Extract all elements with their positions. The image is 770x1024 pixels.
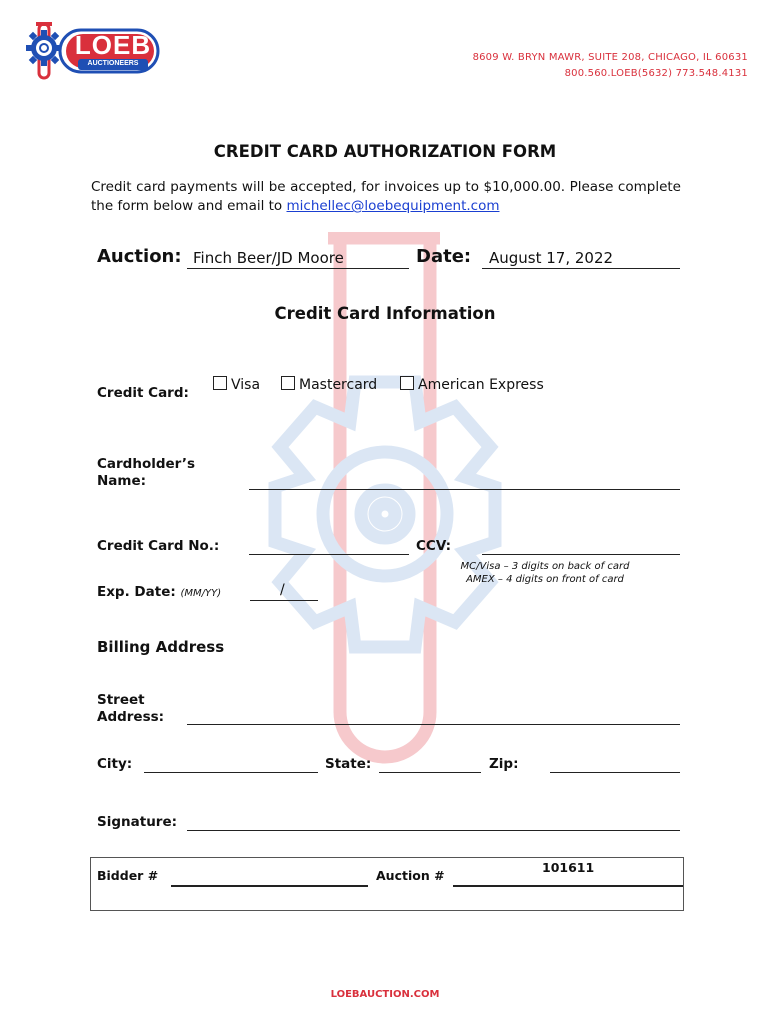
auction-number-field[interactable] bbox=[453, 885, 683, 887]
zip-field[interactable] bbox=[550, 771, 680, 773]
logo-subtext: AUCTIONEERS bbox=[87, 60, 139, 67]
option-mastercard[interactable] bbox=[281, 376, 377, 393]
signature-label: Signature: bbox=[97, 814, 178, 830]
bidder-box bbox=[90, 857, 684, 911]
signature-field[interactable] bbox=[187, 829, 680, 831]
footer-website[interactable]: LOEBAUCTION.COM bbox=[330, 989, 440, 1000]
card-number-field[interactable] bbox=[249, 553, 409, 555]
email-link[interactable]: michellec@loebequipment.com bbox=[286, 198, 500, 214]
credit-card-label: Credit Card: bbox=[97, 385, 189, 401]
street-label-line1: Street bbox=[97, 692, 145, 708]
ccv-note-line1: MC/Visa – 3 digits on back of card bbox=[460, 561, 630, 572]
auction-value: Finch Beer/JD Moore bbox=[193, 249, 344, 267]
city-label: City: bbox=[97, 756, 133, 772]
cardholder-name-field[interactable] bbox=[249, 488, 680, 490]
section-title: Credit Card Information bbox=[274, 304, 496, 323]
cardholder-label bbox=[97, 456, 195, 490]
exp-date-field[interactable] bbox=[250, 599, 318, 601]
auction-number-value: 101611 bbox=[542, 860, 595, 875]
card-number-label: Credit Card No.: bbox=[97, 538, 220, 554]
zip-label: Zip: bbox=[489, 756, 519, 772]
mastercard-checkbox[interactable] bbox=[281, 376, 295, 390]
street-label-line2: Address: bbox=[97, 709, 165, 725]
cardholder-label-line2: Name: bbox=[97, 473, 147, 489]
state-field[interactable] bbox=[379, 771, 481, 773]
state-label: State: bbox=[325, 756, 372, 772]
logo-text: LOEB bbox=[74, 30, 152, 60]
date-label: Date: bbox=[416, 246, 472, 267]
date-field[interactable] bbox=[482, 248, 680, 269]
ccv-note-line2: AMEX – 4 digits on front of card bbox=[466, 574, 624, 585]
street-label bbox=[97, 692, 164, 726]
bidder-number-field[interactable] bbox=[171, 885, 368, 887]
exp-date-label bbox=[97, 584, 221, 600]
option-visa[interactable] bbox=[213, 376, 260, 393]
exp-date-label-text: Exp. Date: bbox=[97, 584, 176, 600]
date-value: August 17, 2022 bbox=[489, 249, 614, 267]
intro-text bbox=[91, 178, 681, 216]
exp-date-hint: (MM/YY) bbox=[180, 588, 222, 599]
street-address-field[interactable] bbox=[187, 723, 680, 725]
exp-separator: / bbox=[280, 582, 285, 598]
address-line-1: 8609 W. BRYN MAWR, SUITE 208, CHICAGO, IL 60631 bbox=[472, 52, 748, 63]
amex-checkbox[interactable] bbox=[400, 376, 414, 390]
auction-label: Auction: bbox=[97, 246, 182, 267]
ccv-field[interactable] bbox=[482, 553, 680, 555]
ccv-note bbox=[420, 560, 670, 586]
billing-title: Billing Address bbox=[97, 638, 225, 656]
loeb-logo bbox=[22, 18, 162, 84]
city-field[interactable] bbox=[144, 771, 318, 773]
intro-body: Credit card payments will be accepted, for invoices up to $10,000.00. Please complete the form below and email to bbox=[91, 179, 681, 214]
bidder-label: Bidder # bbox=[97, 868, 159, 883]
form-title: CREDIT CARD AUTHORIZATION FORM bbox=[213, 142, 557, 161]
visa-checkbox[interactable] bbox=[213, 376, 227, 390]
ccv-label: CCV: bbox=[416, 538, 452, 554]
auction-number-label: Auction # bbox=[376, 868, 445, 883]
address-line-2: 800.560.LOEB(5632) 773.548.4131 bbox=[564, 68, 748, 79]
company-address bbox=[473, 50, 748, 82]
cardholder-label-line1: Cardholder’s bbox=[97, 456, 196, 472]
option-amex[interactable] bbox=[400, 376, 544, 393]
amex-label: American Express bbox=[418, 377, 544, 393]
auction-field[interactable] bbox=[187, 248, 409, 269]
visa-label: Visa bbox=[231, 377, 261, 393]
mastercard-label: Mastercard bbox=[299, 377, 378, 393]
